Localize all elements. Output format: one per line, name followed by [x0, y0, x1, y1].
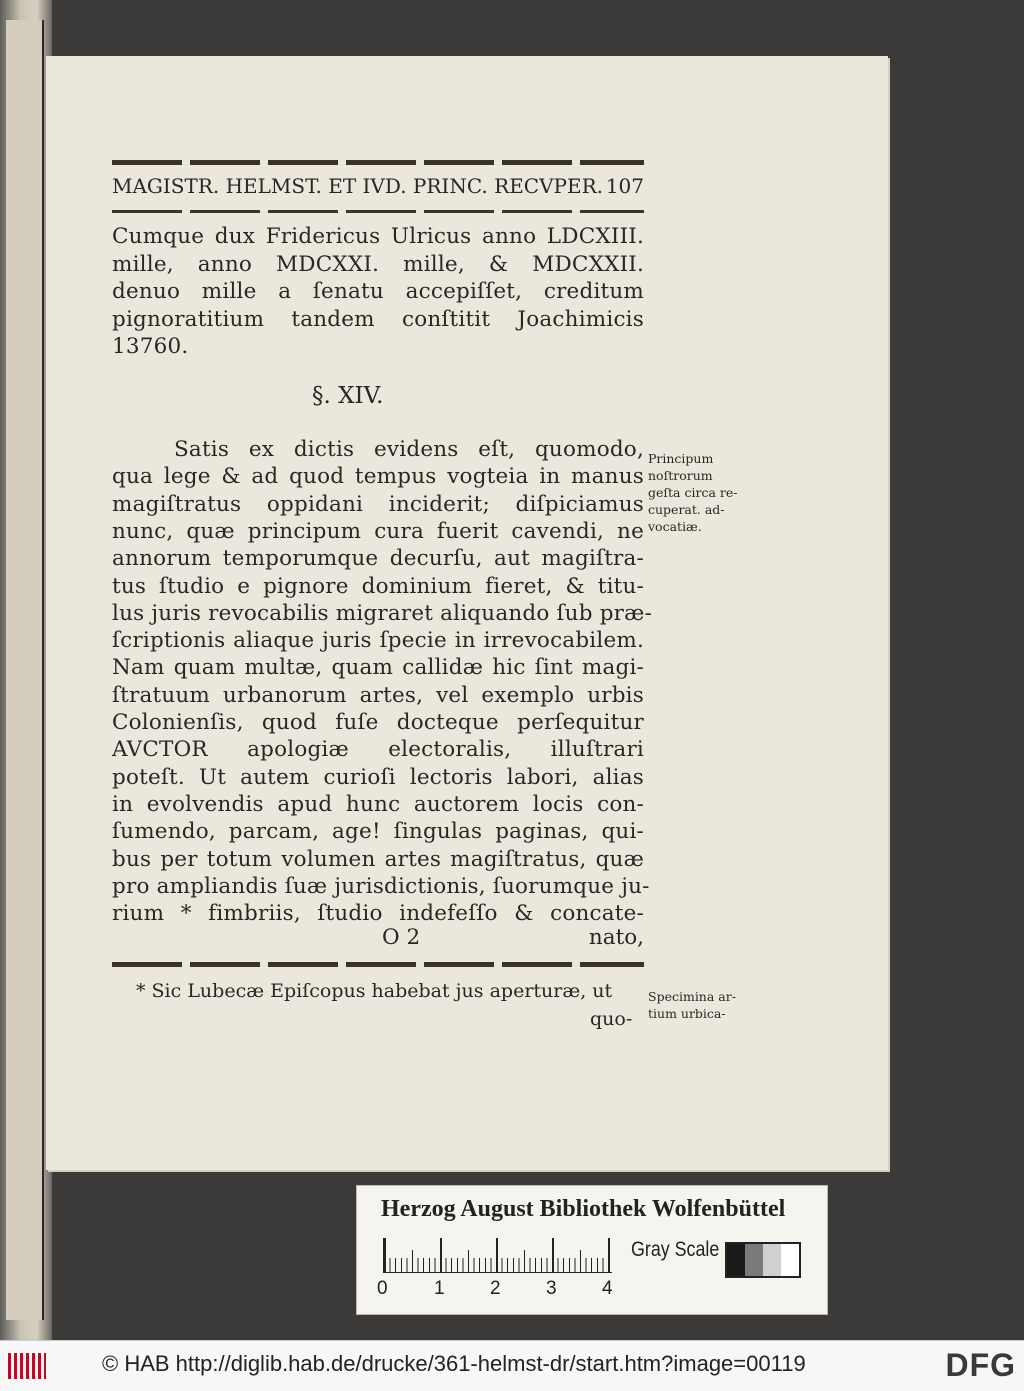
text-line: magiſtratus oppidani inciderit; diſpiciamus: [112, 491, 644, 517]
marginal-note-specimina: [648, 988, 736, 1022]
ruler-number: 2: [490, 1278, 501, 1299]
gray-swatch: [781, 1244, 799, 1276]
color-calibration-card: [356, 1185, 828, 1315]
text-line: qua lege & ad quod tempus vogteia in manus: [112, 464, 644, 490]
text-line: AVCTOR apologiæ electoralis, illuſtrari: [112, 737, 644, 763]
text-line: ſumendo, parcam, age! ſingulas paginas, qui-: [112, 819, 644, 845]
running-head-title: MAGISTR. HELMST. ET IVD. PRINC. RECVPER.: [112, 174, 604, 198]
text-line: pro ampliandis ſuæ jurisdictionis, ſuorumque ju-: [112, 873, 650, 899]
marginal-line: tium urbica-: [648, 1006, 726, 1021]
catchword: nato,: [588, 925, 644, 950]
ruler-number: 3: [546, 1278, 557, 1299]
marginal-line: vocatiæ.: [648, 519, 702, 534]
book-binding-edge: [6, 20, 44, 1320]
text-line: pignoratitium tandem conſtitit Joachimicis: [112, 306, 644, 332]
text-line: in evolvendis apud hunc auctorem locis con-: [112, 791, 644, 817]
marginal-line: noſtrorum: [648, 468, 713, 483]
marginal-line: Principum: [648, 451, 714, 466]
gray-swatch: [763, 1244, 781, 1276]
library-name: Herzog August Bibliothek Wolfenbüttel: [381, 1196, 786, 1222]
text-line: Colonienſis, quod fuſe docteque perſequitur: [112, 710, 644, 735]
page-number: 107: [605, 174, 644, 198]
text-line: rium * fimbriis, ſtudio indefeſſo & concate-: [112, 901, 644, 927]
text-line: annorum temporumque decurſu, aut magiſtra-: [112, 546, 644, 572]
footer-bar: [0, 1340, 1024, 1391]
marginal-line: cuperat. ad-: [648, 502, 725, 517]
header-rule-top: [112, 160, 644, 165]
gray-scale-label: Gray Scale: [631, 1238, 720, 1261]
gray-scale-swatches: [725, 1242, 801, 1278]
marginal-note-principum: [648, 450, 737, 535]
dfg-logo: DFG: [945, 1347, 1016, 1383]
text-line: Satis ex dictis evidens eſt, quomodo,: [174, 437, 644, 462]
text-line: bus per totum volumen artes magiſtratus, quæ: [112, 846, 644, 872]
text-line: ſtratuum urbanorum artes, vel exemplo urbis: [112, 682, 644, 708]
text-line: Nam quam multæ, quam callidæ hic ſint magi-: [112, 655, 644, 681]
text-line: Cumque dux Fridericus Ulricus anno LDCXIII.: [112, 224, 644, 249]
text-line: poteſt. Ut autem curioſi lectoris labori, alias: [112, 764, 644, 790]
hab-logo-icon: [8, 1353, 46, 1379]
footnote-rule: [112, 962, 644, 967]
gray-swatch: [727, 1244, 745, 1276]
text-line: nunc, quæ principum cura fuerit cavendi, ne: [112, 518, 644, 544]
cm-ruler: [383, 1238, 612, 1273]
footer-credit-link[interactable]: © HAB http://diglib.hab.de/drucke/361-helmst-dr/start.htm?image=00119: [102, 1351, 806, 1376]
header-rule-bottom: [112, 210, 644, 213]
ruler-number: 1: [434, 1278, 445, 1299]
scanner-backdrop: [0, 0, 52, 1340]
text-line: mille, anno MDCXXI. mille, & MDCXXII.: [112, 251, 644, 277]
footnote-continuation: quo-: [590, 1008, 633, 1030]
text-line: tus ſtudio e pignore dominium fieret, & titu-: [112, 573, 644, 599]
text-line: ſcriptionis aliaque juris ſpecie in irrevocabilem.: [112, 628, 644, 654]
marginal-line: geſta circa re-: [648, 485, 738, 500]
running-head: [112, 174, 644, 198]
text-line: denuo mille a ſenatu accepiſſet, creditum: [112, 279, 644, 304]
ruler-number: 0: [377, 1278, 388, 1299]
text-line: lus juris revocabilis migraret aliquando ſub præ-: [112, 600, 653, 626]
text-line: 13760.: [112, 334, 189, 359]
signature-mark: O 2: [382, 925, 421, 950]
ruler-number: 4: [602, 1278, 613, 1299]
marginal-line: Specimina ar-: [648, 989, 736, 1004]
gray-swatch: [745, 1244, 763, 1276]
section-title: §. XIV.: [312, 383, 384, 409]
footnote: * Sic Lubecæ Epiſcopus habebat jus aperturæ, ut: [136, 980, 613, 1002]
